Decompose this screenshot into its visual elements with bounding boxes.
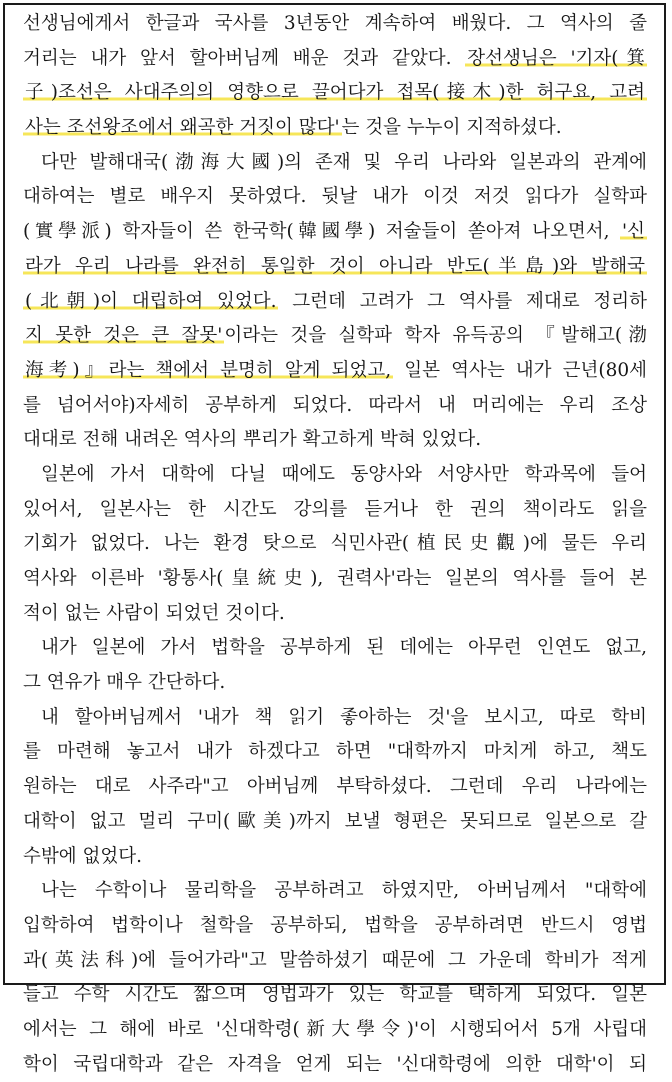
scanned-book-page — [3, 3, 666, 1075]
highlighted-text: 라가 우리 나라를 완전히 통일한 것이 아니라 반도(半島)와 발해국 — [25, 255, 645, 277]
line-text: 내 할아버님께서 '내가 책 읽기 좋아하는 것'을 보시고, 따로 학비 — [41, 706, 647, 728]
line-text: 대학이 없고 멀리 구미(歐美)까지 보낼 형편은 못되므로 일본으로 갈 — [23, 810, 647, 832]
text-line — [23, 631, 647, 666]
highlighted-text: 사는 조선왕조에서 왜곡한 거짓이 많다' — [25, 117, 340, 139]
line-text: 그런데 고려가 그 역사를 제대로 정리하 — [278, 290, 647, 312]
text-line — [23, 389, 647, 424]
line-text: 있어서, 일본사는 한 시간도 강의를 듣거나 한 권의 책이라도 읽을 — [23, 498, 647, 520]
line-text: 그 연유가 매우 간단하다. — [23, 672, 226, 694]
highlighted-text: 海考)』라는 책에서 분명히 알게 되었고, — [25, 359, 392, 381]
text-line — [23, 597, 647, 632]
line-text: 역사와 이른바 '황통사(皇統史), 권력사'라는 일본의 역사를 들어 본 — [23, 568, 647, 589]
line-text: 과(英法科)에 들어가라"고 말씀하셨기 때문에 그 가운데 학비가 적게 — [23, 949, 647, 971]
line-text: 대대로 전해 내려온 역사의 뿌리가 확고하게 박혀 있었다. — [23, 429, 482, 451]
line-text: 학이 국립대학과 같은 자격을 얻게 되는 '신대학령에 의한 대학'이 되 — [23, 1053, 647, 1075]
text-line — [23, 840, 647, 875]
highlighted-text: 子)조선은 사대주의의 영향으로 끌어다가 접목(接木)한 허구요, 고려 — [25, 82, 645, 104]
text-line — [23, 527, 647, 562]
text-line — [23, 458, 647, 493]
text-line — [23, 493, 647, 528]
highlighted-text: (北朝)이 대립하여 있었다. — [25, 290, 277, 312]
text-line — [23, 215, 647, 250]
text-line — [23, 250, 647, 285]
line-text: 를 넘어서야)자세히 공부하게 되었다. 따라서 내 머리에는 우리 조상 — [23, 394, 647, 416]
text-line — [23, 1013, 647, 1048]
line-text: 를 마련해 놓고서 내가 하겠다고 하면 "대학까지 마치게 하고, 책도 — [23, 741, 647, 763]
text-line — [23, 76, 647, 111]
highlighted-text: 장선생님은 '기자(箕 — [467, 47, 645, 69]
line-text: 이라는 것을 실학파 학자 유득공의 『발해고(渤 — [224, 325, 647, 347]
text-line — [23, 423, 647, 458]
line-text: 내가 일본에 가서 법학을 공부하게 된 데에는 아무런 인연도 없고, — [41, 637, 647, 659]
line-text: 대하여는 별로 배우지 못하였다. 뒷날 내가 이것 저것 읽다가 실학파 — [23, 186, 647, 208]
text-line — [23, 909, 647, 944]
text-line — [23, 42, 647, 77]
text-line — [23, 666, 647, 701]
line-text: 적이 없는 사람이 되었던 것이다. — [23, 602, 285, 624]
text-line — [23, 978, 647, 1013]
line-text: 거리는 내가 앞서 할아버님께 배운 것과 같았다. — [23, 47, 466, 69]
text-line — [23, 285, 647, 320]
line-text: 일본에 가서 대학에 다닐 때에도 동양사와 서양사만 학과목에 들어 — [41, 463, 647, 485]
line-text: 기회가 없었다. 나는 환경 탓으로 식민사관(植民史觀)에 물든 우리 — [23, 533, 647, 555]
line-text: 에서는 그 해에 바로 '신대학령(新大學令)'이 시행되어서 5개 사립대 — [23, 1018, 647, 1040]
page-body-text — [23, 7, 647, 1082]
text-line — [23, 319, 647, 354]
highlighted-text: '신 — [622, 221, 645, 243]
text-line — [23, 1048, 647, 1082]
line-text: 선생님에게서 한글과 국사를 3년동안 계속하여 배웠다. 그 역사의 줄 — [23, 13, 647, 34]
line-text: 입학하여 법학이나 철학을 공부하되, 법학을 공부하려면 반드시 영법 — [23, 914, 647, 936]
text-line — [23, 874, 647, 909]
line-text: (實學派) 학자들이 쓴 한국학(韓國學) 저술들이 쏟아져 나오면서, — [23, 221, 621, 243]
text-line — [23, 944, 647, 979]
line-text: 나는 수학이나 물리학을 공부하려고 하였지만, 아버님께서 "대학에 — [41, 880, 647, 902]
text-line — [23, 562, 647, 597]
text-line — [23, 354, 647, 389]
text-line — [23, 805, 647, 840]
text-line — [23, 180, 647, 215]
text-line — [23, 146, 647, 181]
line-text: 들고 수학 시간도 짧으며 영법과가 있는 학교를 택하게 되었다. 일본 — [23, 984, 647, 1006]
text-line — [23, 701, 647, 736]
line-text: 다만 발해대국(渤海大國)의 존재 및 우리 나라와 일본과의 관계에 — [41, 151, 647, 173]
line-text: 수밖에 없었다. — [23, 845, 142, 867]
line-text: 는 것을 누누이 지적하셨다. — [341, 117, 562, 139]
text-line — [23, 735, 647, 770]
text-line — [23, 111, 647, 146]
line-text: 원하는 대로 사주라"고 아버님께 부탁하셨다. 그런데 우리 나라에는 — [23, 776, 647, 798]
text-line — [23, 7, 647, 42]
highlighted-text: 지 못한 것은 큰 잘못' — [25, 325, 223, 347]
line-text: 일본 역사는 내가 근년(80세 — [393, 359, 647, 381]
text-line — [23, 770, 647, 805]
